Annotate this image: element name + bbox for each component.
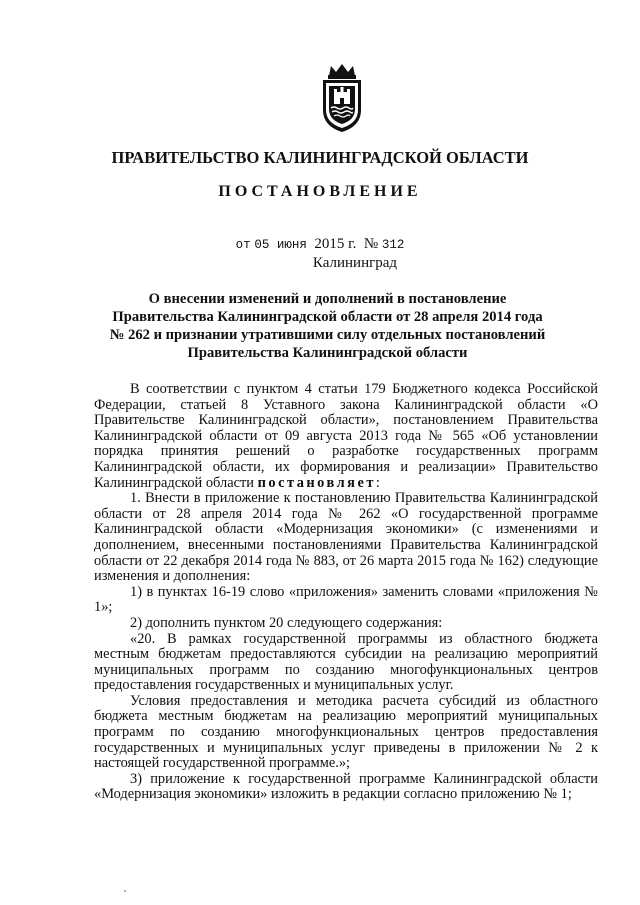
heading-line: Правительства Калининградской области — [187, 345, 468, 361]
number-sign: № — [363, 236, 379, 252]
heading-line: Правительства Калининградской области от 28 апреля 2014 года — [112, 309, 543, 325]
document-body — [94, 382, 598, 803]
heading-line: № 262 и признании утратившими силу отдельных постановлений — [109, 327, 546, 343]
keyword-postanovlyaet: постановляет — [257, 474, 376, 491]
decree-number: 312 — [381, 238, 405, 252]
scan-speck — [124, 890, 126, 892]
date-year: 2015 г. — [314, 236, 357, 252]
date-handwritten: 05 июня — [254, 238, 307, 252]
date-prefix: от — [235, 238, 251, 252]
paragraph-quote-20: «20. В рамках государственной программы из областного бюджета местным бюджетам предоставляются субсидии на реализацию мероприятий муниципальных программ по созданию многофункциональных центров предоставления государственных и муниципальных услуг. — [94, 630, 598, 694]
date-line — [0, 236, 640, 253]
coat-of-arms-icon — [317, 62, 367, 134]
preamble-end: : — [375, 474, 380, 491]
paragraph-1-1: 1) в пунктах 16-19 слово «приложения» заменить словами «приложения № 1»; — [94, 583, 598, 616]
paragraph-1: 1. Внести в приложение к постановлению Правительства Калининградской области от 28 апреля 2014 года № 262 «О государственной программе Калининградской области «Модернизация экономики» (с изменениями и дополнением, внесенными постановлениями Правительства Калининградской области от 22 декабря 2014 года № 883, от 26 марта 2015 года № 162) следующие изменения и дополнения: — [94, 490, 598, 585]
paragraph-1-3: 3) приложение к государственной программе Калининградской области «Модернизация экономики» изложить в редакции согласно приложению № 1; — [94, 770, 598, 803]
preamble-text: В соответствии с пунктом 4 статьи 179 Бюджетного кодекса Российской Федерации, статьей 8 Уставного закона Калининградской области «О Правительстве Калининградской области», постановлением Правительства Калининградской области от 09 августа 2013 года № 565 «Об установлении порядка принятия решений о разработке государственных программ Калининградской области, их формирования и реализации» Правительство Калининградской области — [94, 381, 598, 491]
document-heading — [90, 290, 565, 362]
coat-of-arms-emblem — [317, 62, 367, 134]
paragraph-conditions: Условия предоставления и методика расчета субсидий из областного бюджета местным бюджетам на реализацию мероприятий муниципальных программ по созданию многофункциональных центров предоставления государственных и муниципальных услуг приведены в приложении № 2 к настоящей государственной программе.»; — [94, 692, 598, 772]
decree-title: ПОСТАНОВЛЕНИЕ — [218, 183, 422, 200]
paragraph-preamble — [94, 382, 598, 491]
paragraph-1-2: 2) дополнить пунктом 20 следующего содержания: — [130, 614, 443, 631]
city-name: Калининград — [312, 255, 398, 271]
heading-line: О внесении изменений и дополнений в постановление — [148, 291, 507, 307]
government-title: ПРАВИТЕЛЬСТВО КАЛИНИНГРАДСКОЙ ОБЛАСТИ — [111, 148, 529, 167]
